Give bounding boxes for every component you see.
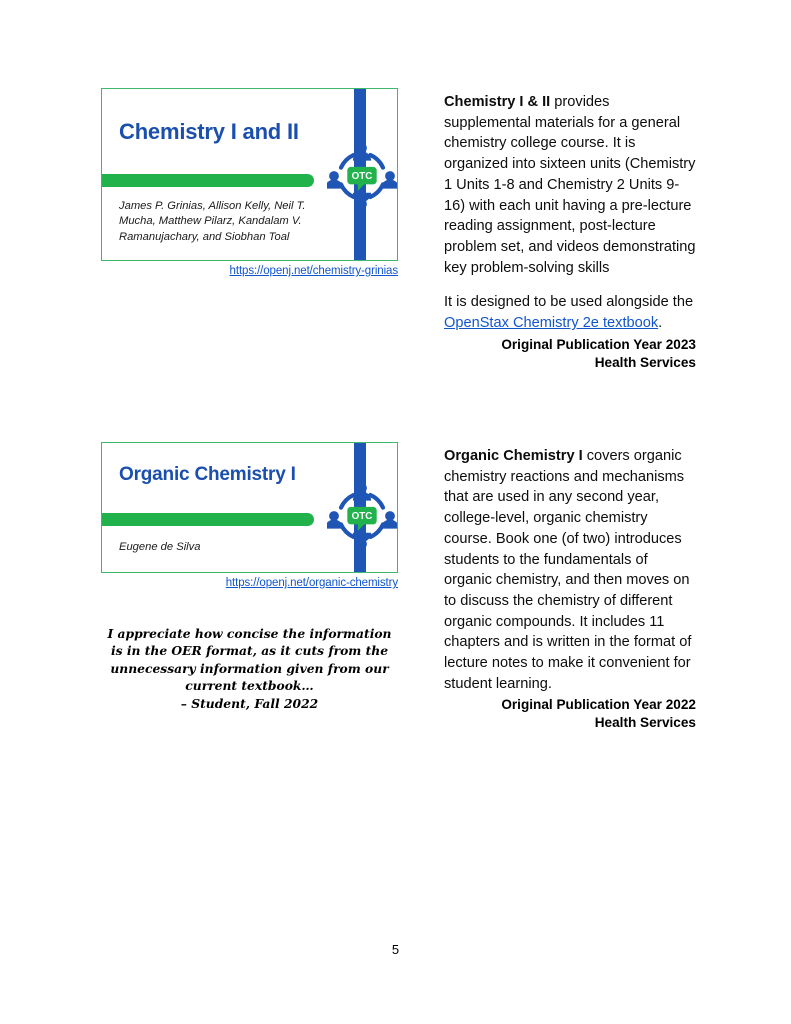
entry-1-left-column	[101, 88, 398, 277]
otc-community-logo-icon	[327, 481, 397, 551]
description-lead-bold: Chemistry I & II	[444, 94, 551, 110]
entry-2-left-column	[101, 442, 398, 589]
quote-text: I appreciate how concise the information is in the OER format, as it cuts from the unnecessary information given from our current textbook…	[107, 626, 392, 694]
description-body-2-prefix: It is designed to be used alongside the	[444, 294, 694, 311]
page-number: 5	[391, 942, 400, 957]
department: Health Services	[594, 714, 696, 730]
description-text-organic	[444, 446, 696, 695]
svg-text:OTC: OTC	[351, 170, 373, 182]
description-body-1: covers organic chemistry reactions and mechanisms that are used in any second year, college-level, organic chemistry course. Book one (of two) introduces students to the fundamentals of organic chemistry, and then moves on to discuss the chemistry of different organic compounds. It includes 11 chapters and is written in the format of lecture notes to make it convenient for student learning.	[444, 448, 692, 692]
book-cover-chemistry	[101, 88, 398, 261]
book-url-link-chemistry[interactable]: https://openj.net/chemistry-grinias	[229, 265, 398, 277]
cover-title: Chemistry I and II	[119, 119, 299, 144]
description-lead-bold: Organic Chemistry I	[444, 448, 583, 464]
department: Health Services	[594, 355, 696, 371]
description-paragraph-2	[444, 292, 696, 333]
publication-year: Original Publication Year 2023	[501, 336, 696, 352]
cover-green-bar	[102, 174, 314, 187]
quote-attribution: – Student, Fall 2022	[180, 695, 319, 711]
description-paragraph-1	[444, 446, 696, 695]
entry-1-description	[444, 92, 696, 373]
entry-1-metadata	[444, 336, 696, 373]
svg-text:OTC: OTC	[351, 510, 373, 522]
otc-community-logo-icon	[327, 141, 397, 211]
cover-title: Organic Chemistry I	[119, 464, 296, 485]
cover-authors: Eugene de Silva	[119, 541, 201, 553]
entry-2-description	[444, 446, 696, 732]
description-body-1: provides supplemental materials for a general chemistry college course. It is organized into sixteen units (Chemistry 1 Units 1-8 and Chemistry 2 Units 9-16) with each unit having a pre-lecture reading assignment, post-lecture problem set, and videos demonstrating key problem-solving skills	[444, 94, 696, 276]
publication-year: Original Publication Year 2022	[501, 696, 696, 712]
openstax-textbook-link[interactable]: OpenStax Chemistry 2e textbook	[444, 315, 659, 332]
book-url-link-organic[interactable]: https://openj.net/organic-chemistry	[225, 577, 398, 589]
description-body-2-suffix: .	[658, 315, 663, 332]
book-cover-organic	[101, 442, 398, 573]
cover-green-bar	[102, 513, 314, 526]
entry-2-metadata	[444, 696, 696, 733]
student-testimonial-quote	[101, 625, 398, 712]
description-text-chemistry	[444, 92, 696, 334]
description-paragraph-1	[444, 92, 696, 278]
cover-authors: James P. Grinias, Allison Kelly, Neil T. Mucha, Matthew Pilarz, Kandalam V. Ramanujachary, and Siobhan Toal	[119, 200, 306, 243]
